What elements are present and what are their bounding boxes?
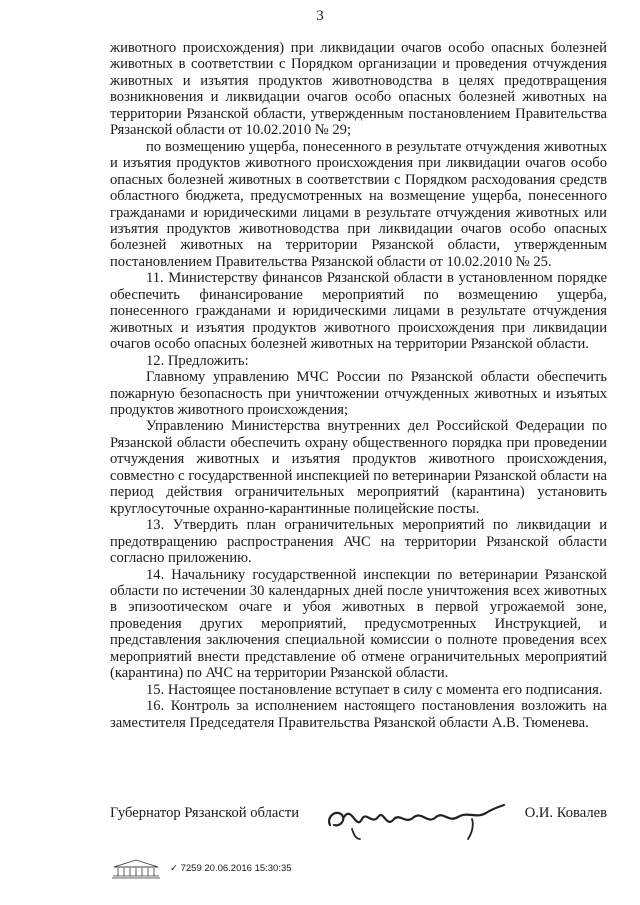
document-body [110,40,607,731]
paragraph-damage-compensation: по возмещению ущерба, понесенного в результате отчуждения животных и изъятия продуктов животного происхождения при ликвидации очагов особо опасных болезней животных в соответствии с Порядком расходования средств областного бюджета, предусмотренных на возмещение ущерба, понесенного гражданами и юридическими лицами в результате отчуждения животных или изъятия продуктов животноводства при ликвидации очагов особо опасных болезней животных на территории Рязанской области, утвержденным постановлением Правительства Рязанской области от 10.02.2010 № 25. [110,138,607,270]
paragraph-item-12: 12. Предложить: [146,352,249,369]
signature-block [110,795,607,855]
document-registration-code [170,863,292,874]
document-footer [110,857,410,885]
handwritten-signature [322,795,512,847]
registration-stamp: 7259 20.06.2016 15:30:35 [180,863,292,874]
government-building-icon [110,857,162,881]
paragraph-item-14: 14. Начальнику государственной инспекции по ветеринарии Рязанской области по истечении 30 календарных дней после уничтожения всех животных в эпизоотическом очаге и убоя животных в первой угрожаемой зоне, проведения других мероприятий, предусмотренных Инструкцией, и представления заключения специальной комиссии о полноте проведения всех мероприятий внести представление об отмене ограничительных мероприятий (карантина) по АЧС на территории Рязанской области. [110,566,607,682]
signatory-name: О.И. Ковалев [524,805,607,821]
paragraph-continuation: животного происхождения) при ликвидации очагов особо опасных болезней животных в соответствии с Порядком организации и проведения отчуждения животных и изъятия продуктов животноводства в целях предотвращения возникновения и ликвидации очагов особо опасных болезней животных на территории Рязанской области, утвержденным постановлением Правительства Рязанской области от 10.02.2010 № 29; [110,40,607,139]
check-mark-icon: ✓ [170,863,178,874]
paragraph-item-15: 15. Настоящее постановление вступает в силу с момента его подписания. [146,681,603,698]
paragraph-mvd: Управлению Министерства внутренних дел Российской Федерации по Рязанской области обеспечить охрану общественного порядка при проведении отчуждения животных и изъятия продуктов животного происхождения, совместно с государственной инспекцией по ветеринарии Рязанской области на период действия ограничительных мероприятий (карантина) установить круглосуточные охранно-карантинные полицейские посты. [110,418,607,517]
paragraph-item-13: 13. Утвердить план ограничительных мероприятий по ликвидации и предотвращению распространения АЧС на территории Рязанской области согласно приложению. [110,517,607,567]
paragraph-mchs: Главному управлению МЧС России по Рязанской области обеспечить пожарную безопасность при уничтожении отчужденных животных и изъятых продуктов животного происхождения; [110,369,607,418]
page-number: 3 [316,8,324,24]
paragraph-item-11: 11. Министерству финансов Рязанской области в установленном порядке обеспечить финансирование мероприятий по возмещению ущерба, понесенного гражданами и юридическими лицами в результате отчуждения животных и изъятия продуктов животного происхождения при ликвидации очагов особо опасных болезней животных на территории Рязанской области. [110,270,607,353]
paragraph-item-16: 16. Контроль за исполнением настоящего постановления возложить на заместителя Председателя Правительства Рязанской области А.В. Тюменева. [110,698,607,731]
signatory-title: Губернатор Рязанской области [110,805,300,821]
